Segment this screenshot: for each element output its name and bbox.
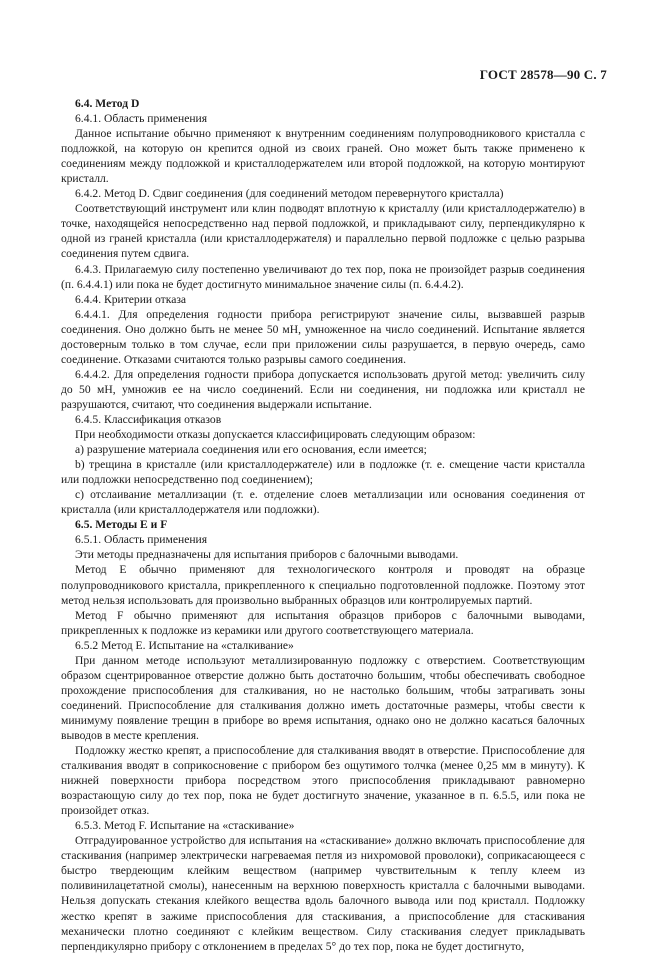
subsection-title: 6.5.3. Метод F. Испытание на «стаскивание» [75, 819, 295, 833]
paragraph: Данное испытание обычно применяют к внутренним соединениям полупроводникового кристалла с подложкой, на которую он крепится одной из своих граней. Оно может быть также применено к соединениям между подложкой и кристаллодержателем или второй подложкой, на которую монтируют кристалл. [61, 127, 585, 186]
paragraph: Метод Е обычно применяют для технологического контроля и проводят на образце полупроводникового кристалла, прикрепленного к специально подготовленной подложке. Поэтому этот метод нельзя использовать для произвольно выбранных образцов или контролируемых партий. [61, 563, 585, 607]
paragraph: Подложку жестко крепят, а приспособление для сталкивания вводят в отверстие. Приспособление для сталкивания вводят в соприкосновение с прибором без ощутимого толчка (менее 0,25 мм в минуту). К нижней поверхности прибора посредством этого приспособления прикладывают равномерно возрастающую силу до тех пор, пока не будет достигнуто значение, указанное в п. 6.5.5, или пока не произойдет отказ. [61, 744, 585, 818]
paragraph: а) разрушение материала соединения или его основания, если имеется; [75, 443, 427, 457]
paragraph: 6.4.4.1. Для определения годности прибора регистрируют значение силы, вызвавшей разрыв соединения. Оно должно быть не менее 50 мН, умноженное на число соединений. Испытание является достоверным только в том случае, если при приложении силы разрушается, в первую очередь, само соединение. Отказами считаются только разрывы самого соединения. [61, 307, 585, 366]
paragraph: При данном методе используют металлизированную подложку с отверстием. Соответствующим образом сцентрированное отверстие должно быть достаточно большим, чтобы обеспечивать свободное прохождение приспособления для сталкивания, но не настолько большим, чтобы затрагивать зоны соединений. Приспособление для сталкивания должно иметь достаточные размеры, чтобы свести к минимуму появление трещин в приборе во время испытания, однако оно не должно касаться балочных выводов в месте крепления. [61, 653, 585, 742]
paragraph: 6.4.3. Прилагаемую силу постепенно увеличивают до тех пор, пока не произойдет разрыв соединения (п. 6.4.4.1) или пока не будет достигнуто минимальное значение силы (п. 6.4.4.2). [61, 262, 585, 291]
subsection-title: 6.4.1. Область применения [75, 112, 208, 126]
paragraph: При необходимости отказы допускается классифицировать следующим образом: [75, 428, 476, 442]
paragraph: Соответствующий инструмент или клин подводят вплотную к кристаллу (или кристаллодержателю) в точке, находящейся непосредственно над первой подложкой, и прикладывают силу, перпендикулярно к одной из граней кристалла (или кристаллодержателя) и параллельно первой подложке с целью разрыва соединения путем сдвига. [61, 202, 585, 261]
document-body [61, 96, 585, 954]
page-header: ГОСТ 28578—90 С. 7 [479, 67, 607, 82]
paragraph: с) отслаивание металлизации (т. е. отделение слоев металлизации или основания соединения от кристалла (или кристаллодержателя или подложки). [61, 488, 585, 517]
paragraph: 6.4.4.2. Для определения годности прибора допускается использовать другой метод: увеличить силу до 50 мН, умножив ее на число соединений. Если ни соединения, ни подложка или кристалл не разрушаются, считают, что соединения выдержали испытание. [61, 367, 585, 411]
subsection-title: 6.5.1. Область применения [75, 533, 208, 547]
subsection-title: 6.4.2. Метод D. Сдвиг соединения (для соединений методом перевернутого кристалла) [75, 187, 504, 201]
paragraph: Эти методы предназначены для испытания приборов с балочными выводами. [75, 548, 459, 562]
section-heading: 6.5. Методы Е и F [75, 518, 168, 532]
section-heading: 6.4. Метод D [75, 97, 140, 110]
subsection-title: 6.4.4. Критерии отказа [75, 292, 187, 306]
paragraph: Метод F обычно применяют для испытания образцов приборов с балочными выводами, прикрепленных к подложке из керамики или другого соответствующего материала. [61, 608, 585, 637]
subsection-title: 6.5.2 Метод Е. Испытание на «сталкивание» [75, 638, 294, 652]
paragraph: b) трещина в кристалле (или кристаллодержателе) или в подложке (т. е. смещение части кристалла или подложки непосредственно под соединением); [61, 458, 585, 487]
subsection-title: 6.4.5. Классификация отказов [75, 412, 222, 426]
paragraph: Отградуированное устройство для испытания на «стаскивание» должно включать приспособление для стаскивания (например электрически нагреваемая петля из нихромовой проволоки), соприкасающееся с быстро твердеющим клейким веществом (например чувствительным к теплу клеем из поливинилацетатной смолы), нанесенным на верхнюю поверхность кристалла с балочными выводами. Нельзя допускать стекания клейкого вещества вдоль балочного вывода или под кристалл. Подложку жестко крепят в зажиме приспособления для стаскивания, а приспособление для стаскивания механически плотно соединяют с клейким веществом. Силу стаскивания следует прикладывать перпендикулярно прибору с отклонением в пределах 5° до тех пор, пока не будет достигнуто, [61, 834, 585, 953]
